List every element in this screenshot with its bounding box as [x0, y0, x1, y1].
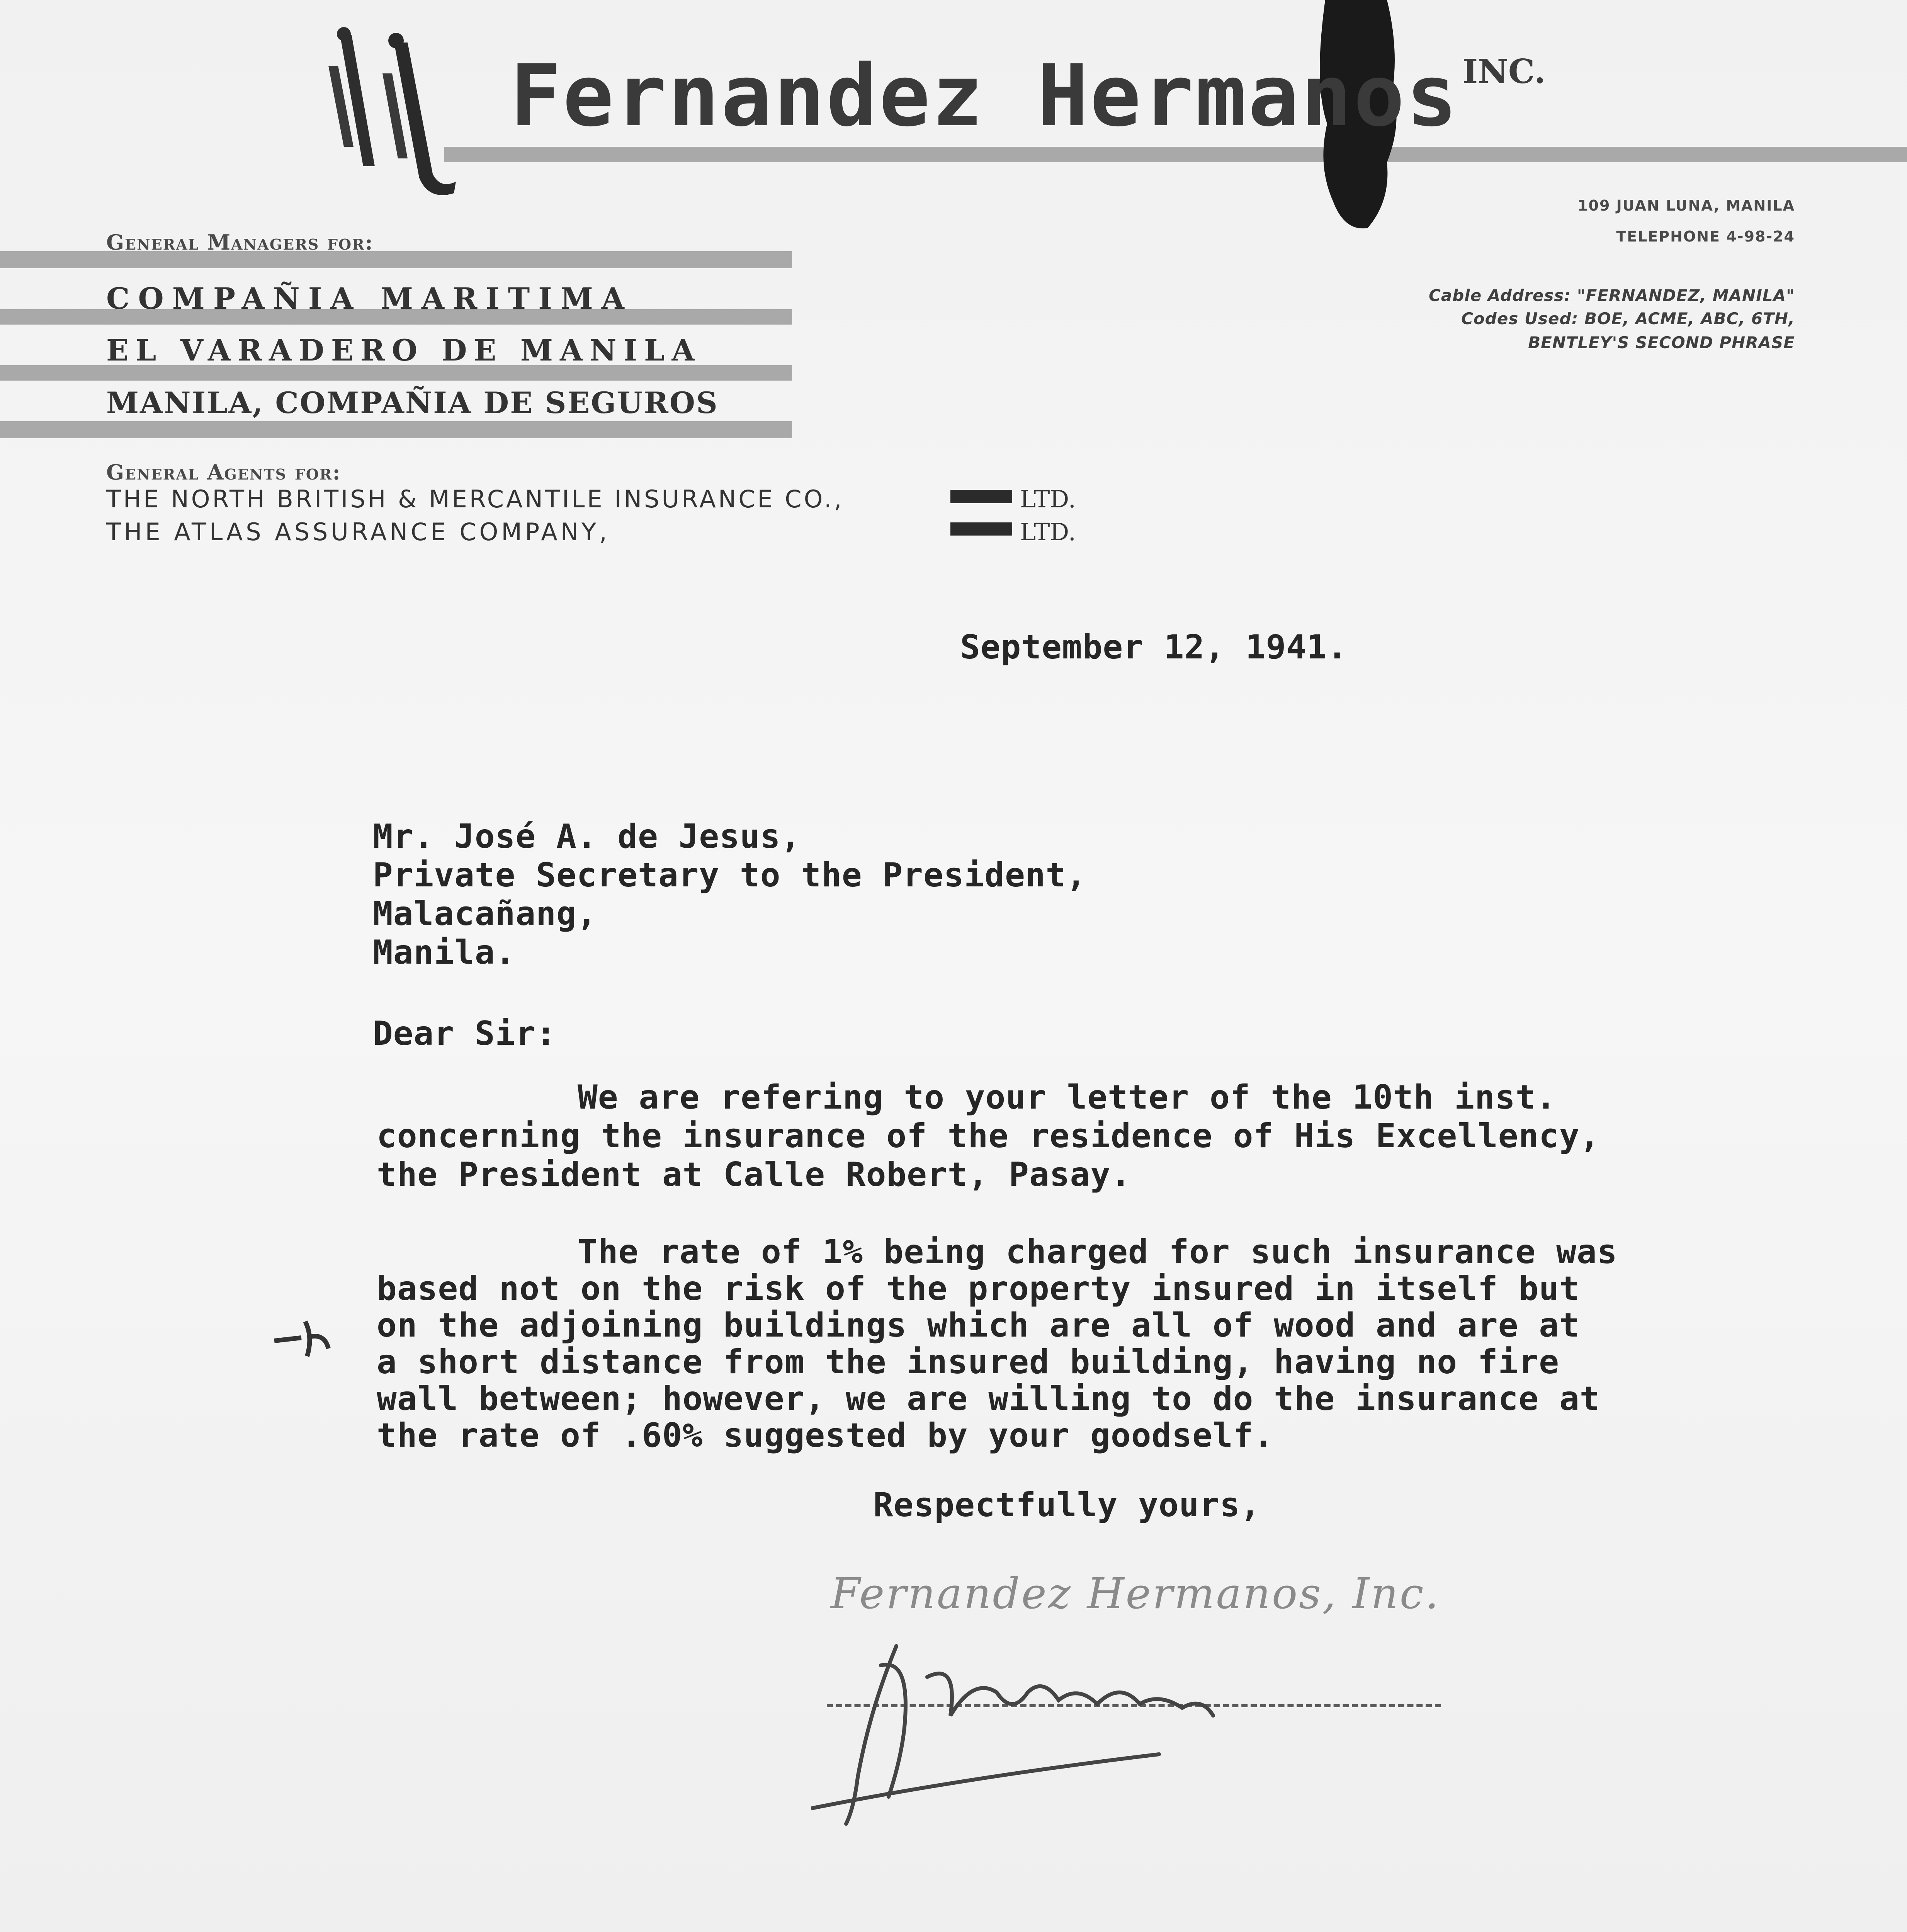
company-telephone: TELEPHONE 4-98-24 [1616, 228, 1795, 245]
letterhead-bar-3 [0, 365, 792, 381]
paragraph-2-line: the rate of .60% suggested by your goodself. [377, 1416, 1274, 1455]
cable-address: Cable Address: "FERNANDEZ, MANILA" [1429, 286, 1795, 305]
general-agent-suffix: LTD. [1020, 485, 1076, 513]
company-address: 109 JUAN LUNA, MANILA [1577, 197, 1795, 214]
general-agent-item: THE ATLAS ASSURANCE COMPANY, [106, 518, 610, 546]
recipient-name: Mr. José A. de Jesus, [373, 817, 801, 856]
recipient-city: Manila. [373, 933, 516, 972]
closing: Respectfully yours, [873, 1486, 1261, 1524]
recipient-title: Private Secretary to the President, [373, 856, 1087, 895]
general-agent-suffix: LTD. [1020, 518, 1076, 546]
redaction-mark [950, 522, 1012, 536]
paragraph-1-line: We are refering to your letter of the 10th inst. [578, 1078, 1557, 1117]
redaction-mark [950, 490, 1012, 503]
general-manager-item: EL VARADERO DE MANILA [106, 333, 702, 367]
general-agent-item: THE NORTH BRITISH & MERCANTILE INSURANCE CO., [106, 485, 844, 513]
general-manager-item: MANILA, COMPAÑIA DE SEGUROS [106, 386, 719, 420]
paragraph-2-line: on the adjoining buildings which are all of wood and are at [377, 1306, 1580, 1345]
company-name: Fernandez Hermanos [510, 46, 1459, 145]
salutation: Dear Sir: [373, 1014, 556, 1053]
company-suffix: INC. [1462, 52, 1546, 91]
margin-pencil-mark [270, 1314, 363, 1368]
paragraph-2-line: based not on the risk of the property insured in itself but [377, 1269, 1580, 1308]
signature-company-stamp: Fernandez Hermanos, Inc. [831, 1569, 1440, 1618]
letterhead-bar-4 [0, 421, 792, 438]
paragraph-1-line: the President at Calle Robert, Pasay. [377, 1155, 1131, 1194]
codes-used: Codes Used: BOE, ACME, ABC, 6TH, [1461, 309, 1795, 328]
paragraph-1-line: concerning the insurance of the residence of His Excellency, [377, 1117, 1600, 1155]
letter-date: September 12, 1941. [960, 628, 1348, 667]
general-managers-label: General Managers for: [106, 230, 374, 255]
handwritten-signature [811, 1615, 1352, 1832]
letterhead-bar-top [444, 147, 1907, 162]
general-manager-item: COMPAÑIA MARITIMA [106, 281, 633, 316]
codes-used-continued: BENTLEY'S SECOND PHRASE [1528, 333, 1795, 352]
paragraph-2-line: wall between; however, we are willing to do the insurance at [377, 1379, 1600, 1418]
company-logo-icon [317, 19, 518, 197]
recipient-place: Malacañang, [373, 895, 597, 933]
general-agents-label: General Agents for: [106, 460, 341, 485]
paragraph-2-line: a short distance from the insured building, having no fire [377, 1343, 1560, 1381]
paragraph-2-line: The rate of 1% being charged for such insurance was [578, 1233, 1618, 1271]
